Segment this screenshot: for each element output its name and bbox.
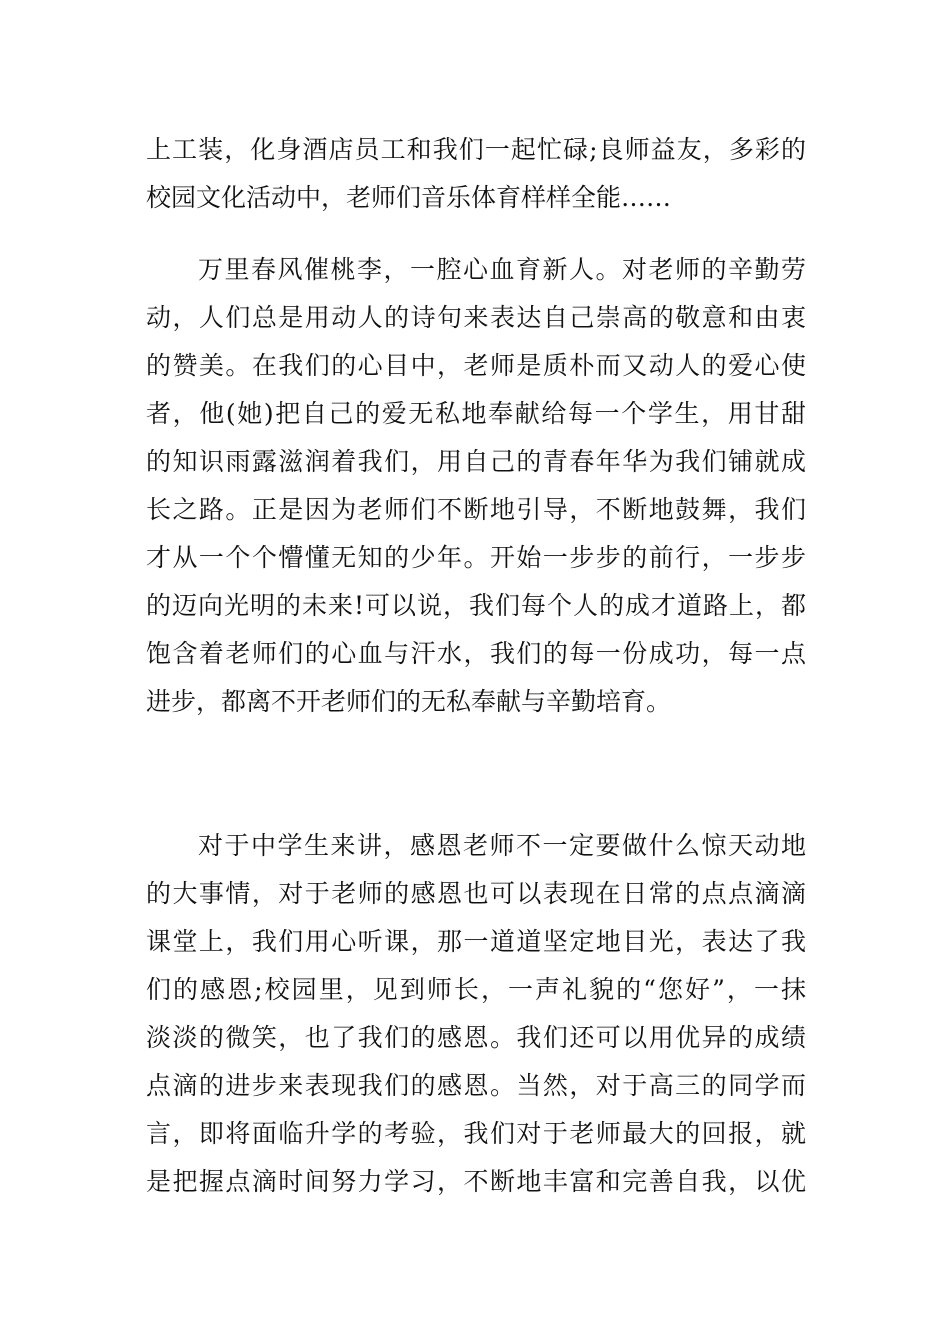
text-line: 对于中学生来讲，感恩老师不一定要做什么惊天动地: [198, 831, 806, 860]
text-line: 是把握点滴时间努力学习，不断地丰富和完善自我，以优: [146, 1167, 806, 1196]
text-line: 淡淡的微笑，也了我们的感恩。我们还可以用优异的成绩: [146, 1023, 806, 1052]
text-line: 的知识雨露滋润着我们，用自己的青春年华为我们铺就成: [146, 447, 806, 476]
text-line: 上工装，化身酒店员工和我们一起忙碌;良师益友，多彩的: [146, 135, 806, 164]
text-line: 的大事情，对于老师的感恩也可以表现在日常的点点滴滴: [146, 879, 806, 908]
text-line: 校园文化活动中，老师们音乐体育样样全能……: [146, 183, 672, 212]
text-line: 动，人们总是用动人的诗句来表达自己崇高的敬意和由衷: [146, 303, 806, 332]
text-line: 饱含着老师们的心血与汗水，我们的每一份成功，每一点: [146, 639, 806, 668]
text-line: 言，即将面临升学的考验，我们对于老师最大的回报，就: [146, 1119, 806, 1148]
text-line: 进步，都离不开老师们的无私奉献与辛勤培育。: [146, 687, 672, 716]
text-line: 课堂上，我们用心听课，那一道道坚定地目光，表达了我: [146, 927, 806, 956]
text-line: 万里春风催桃李，一腔心血育新人。对老师的辛勤劳: [198, 255, 806, 284]
text-line: 长之路。正是因为老师们不断地引导，不断地鼓舞，我们: [146, 495, 806, 524]
text-line: 的赞美。在我们的心目中，老师是质朴而又动人的爱心使: [146, 351, 806, 380]
text-line: 者，他(她)把自己的爱无私地奉献给每一个学生，用甘甜: [146, 399, 806, 428]
text-line: 才从一个个懵懂无知的少年。开始一步步的前行，一步步: [146, 543, 806, 572]
text-line: 的迈向光明的未来!可以说，我们每个人的成才道路上，都: [146, 591, 806, 620]
text-line: 们的感恩;校园里，见到师长，一声礼貌的“您好”，一抹: [146, 975, 806, 1004]
text-line: 点滴的进步来表现我们的感恩。当然，对于高三的同学而: [146, 1071, 806, 1100]
